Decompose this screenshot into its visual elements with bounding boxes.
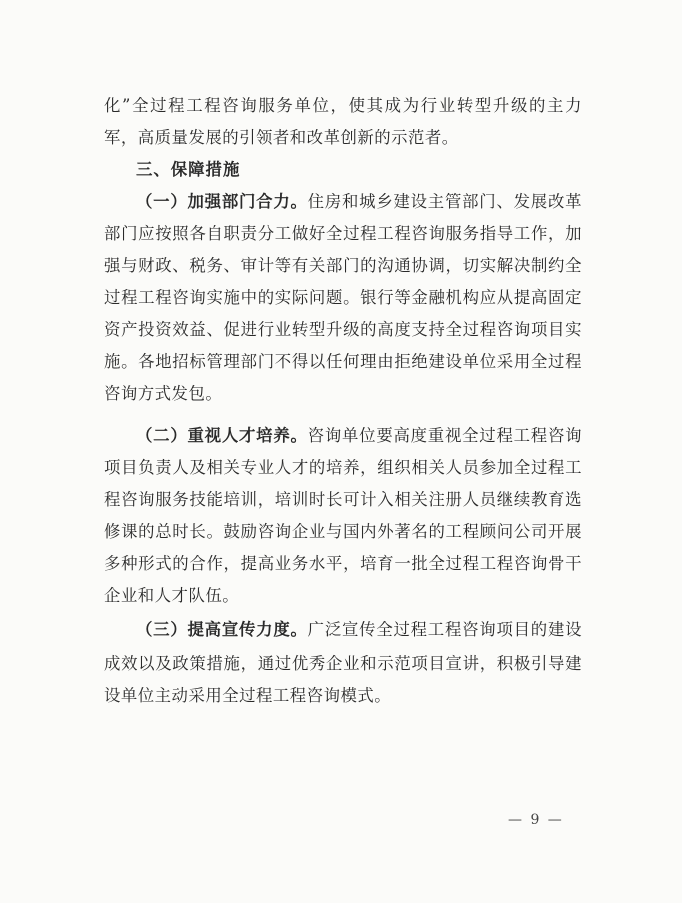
item-2-first-line-text: 咨询单位要高度重视全过程工程咨询: [307, 426, 583, 445]
item-1-line: 咨询方式发包。: [104, 384, 223, 403]
page-number: — 9 —: [508, 812, 564, 828]
item-1-line: 过程工程咨询实施中的实际问题。银行等金融机构应从提高固定: [104, 288, 582, 307]
item-3-first-line: [136, 614, 582, 646]
section-heading: 三、保障措施: [136, 160, 241, 179]
item-2-line: 项目负责人及相关专业人才的培养，组织相关人员参加全过程工: [104, 458, 582, 477]
item-1-line: 资产投资效益、促进行业转型升级的高度支持全过程咨询项目实: [104, 320, 582, 339]
item-3-title: （三）提高宣传力度。: [136, 620, 308, 639]
item-3-first-line-text: 广泛宣传全过程工程咨询项目的建设: [307, 620, 583, 639]
item-2-line: 修课的总时长。鼓励咨询企业与国内外著名的工程顾问公司开展: [104, 522, 582, 541]
item-2-title: （二）重视人才培养。: [136, 426, 308, 445]
item-1-title: （一）加强部门合力。: [136, 192, 308, 211]
intro-line-2: 军，高质量发展的引领者和改革创新的示范者。: [104, 128, 459, 147]
item-1-first-line-text: 住房和城乡建设主管部门、发展改革: [307, 192, 583, 211]
item-1-line: 部门应按照各自职责分工做好全过程工程咨询服务指导工作，加: [104, 224, 582, 243]
item-1-first-line: [136, 186, 582, 218]
item-2-line: 多种形式的合作，提高业务水平，培育一批全过程工程咨询骨干: [104, 554, 582, 573]
item-1-line: 强与财政、税务、审计等有关部门的沟通协调，切实解决制约全: [104, 256, 582, 275]
item-2-first-line: [136, 420, 582, 452]
item-3-line: 设单位主动采用全过程工程咨询模式。: [104, 686, 392, 705]
intro-line-1: 化”全过程工程咨询服务单位，使其成为行业转型升级的主力: [104, 96, 582, 115]
item-3-line: 成效以及政策措施，通过优秀企业和示范项目宣讲，积极引导建: [104, 654, 582, 673]
item-1-line: 施。各地招标管理部门不得以任何理由拒绝建设单位采用全过程: [104, 352, 582, 371]
item-2-line: 程咨询服务技能培训，培训时长可计入相关注册人员继续教育选: [104, 490, 582, 509]
item-2-line: 企业和人才队伍。: [104, 586, 240, 605]
